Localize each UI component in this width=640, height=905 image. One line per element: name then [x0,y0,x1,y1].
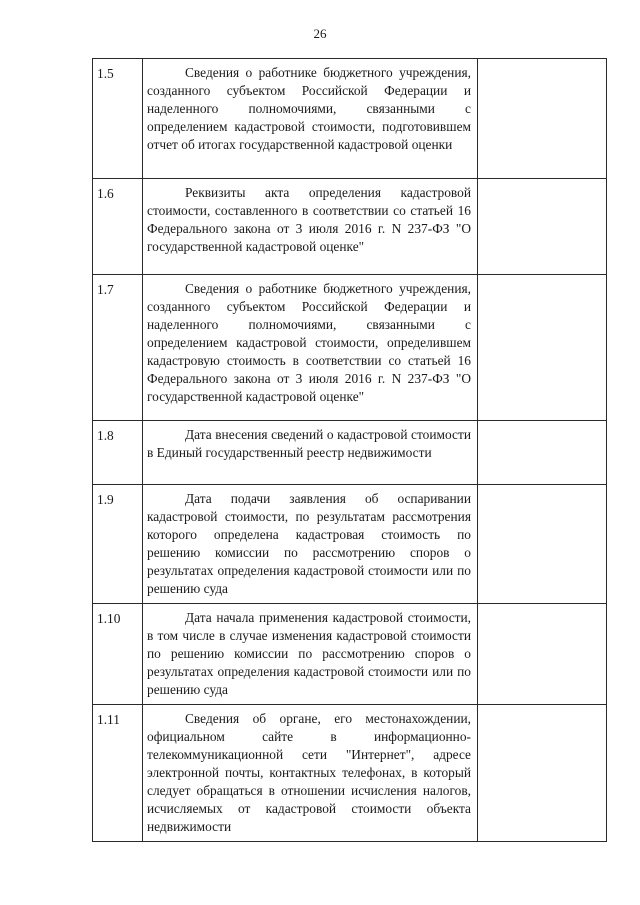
row-value-cell [478,485,607,604]
row-value-cell [478,604,607,705]
row-description: Дата подачи заявления об оспаривании кадастровой стоимости, по результатам рассмотрения которого определена кадастровая стоимость по решению комиссии по рассмотрению споров о результатах определения кадастровой стоимости или по решению суда [143,485,478,604]
row-number: 1.10 [93,604,143,705]
row-description: Дата начала применения кадастровой стоимости, в том числе в случае изменения кадастровой стоимости по решению комиссии по рассмотрению споров о результатах определения кадастровой стоимости или по решению суда [143,604,478,705]
table-row [93,179,607,275]
table-row [93,604,607,705]
row-description: Сведения об органе, его местонахождении, официальном сайте в информационно-телекоммуникационной сети "Интернет", адресе электронной почты, контактных телефонах, в который следует обращаться в отношении исчисления налогов, исчисляемых от кадастровой стоимости объекта недвижимости [143,705,478,842]
row-description: Дата внесения сведений о кадастровой стоимости в Единый государственный реестр недвижимости [143,421,478,485]
row-number: 1.9 [93,485,143,604]
row-value-cell [478,705,607,842]
row-description: Реквизиты акта определения кадастровой стоимости, составленного в соответствии со статьей 16 Федерального закона от 3 июля 2016 г. N 237-ФЗ "О государственной кадастровой оценке" [143,179,478,275]
row-description: Сведения о работнике бюджетного учреждения, созданного субъектом Российской Федерации и наделенного полномочиями, связанными с определением кадастровой стоимости, подготовившем отчет об итогах государственной кадастровой оценки [143,59,478,179]
table-row [93,485,607,604]
row-number: 1.7 [93,275,143,421]
row-number: 1.11 [93,705,143,842]
table-row [93,705,607,842]
row-value-cell [478,179,607,275]
cadastral-info-table [92,58,607,842]
table-row [93,59,607,179]
table-row [93,421,607,485]
row-number: 1.6 [93,179,143,275]
row-value-cell [478,59,607,179]
row-number: 1.5 [93,59,143,179]
page-number: 26 [313,26,327,41]
row-number: 1.8 [93,421,143,485]
row-value-cell [478,421,607,485]
row-description: Сведения о работнике бюджетного учреждения, созданного субъектом Российской Федерации и наделенного полномочиями, связанными с определением кадастровой стоимости, определившем кадастровую стоимость в соответствии со статьей 16 Федерального закона от 3 июля 2016 г. N 237-ФЗ "О государственной кадастровой оценке" [143,275,478,421]
row-value-cell [478,275,607,421]
table-row [93,275,607,421]
